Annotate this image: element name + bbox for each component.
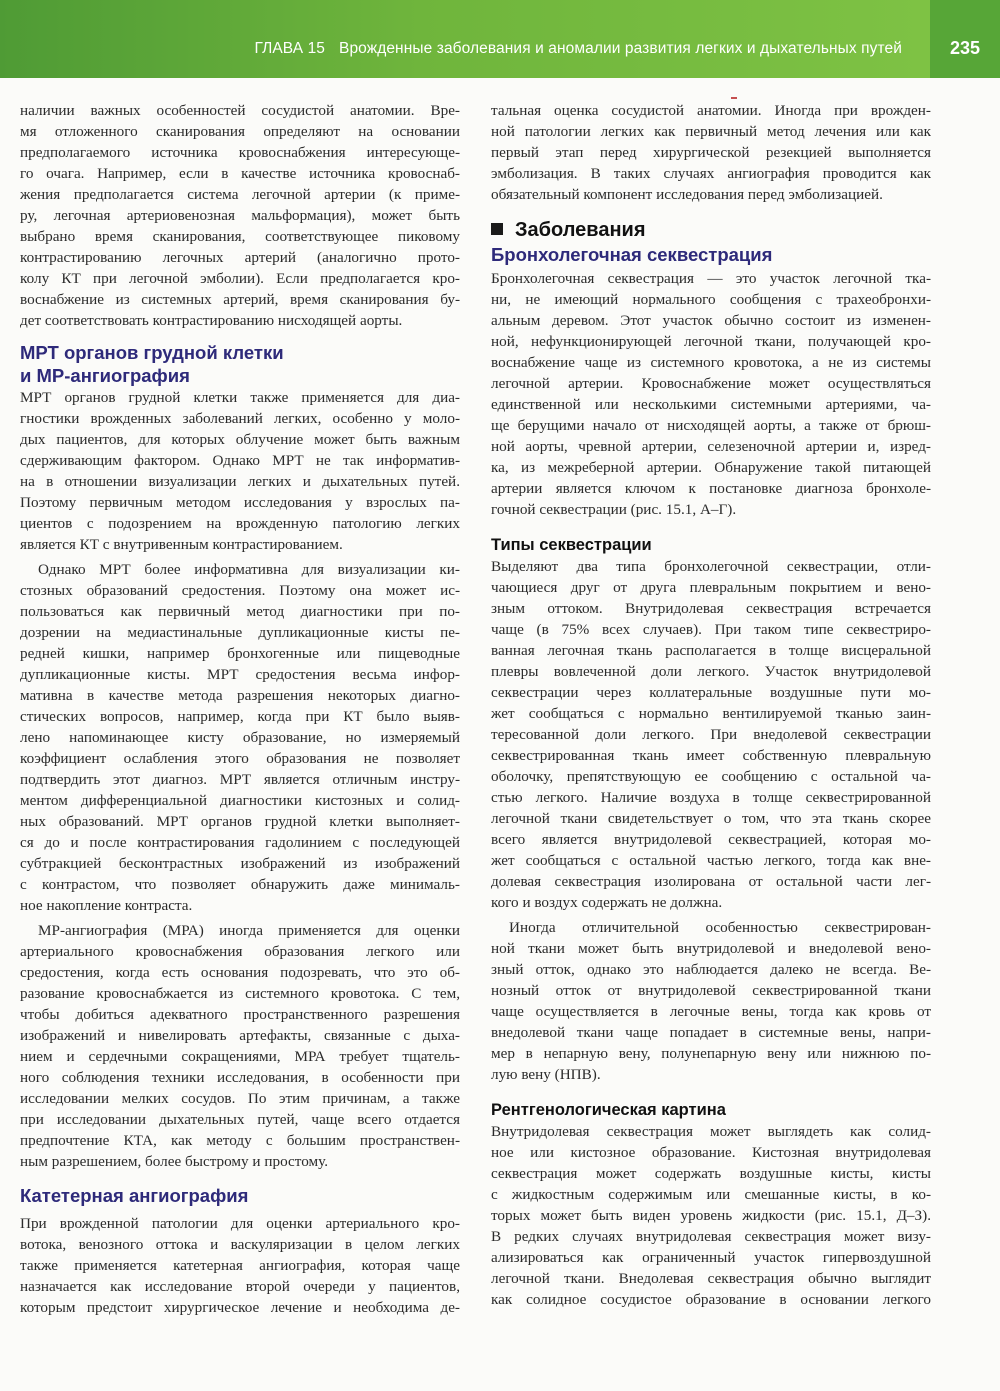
text-line: наличии важных особенностей сосудистой анатомии. Вре-: [20, 102, 460, 119]
text-line: ного соблюдения техники исследования, в особенности при: [20, 1069, 460, 1086]
text-line: артериального кровоснабжения образования легкого или: [20, 943, 460, 960]
text-line: с контрастом, что позволяет обнаружить даже минималь-: [20, 876, 460, 893]
text-line: Бронхолегочная секвестрация — это участок легочной тка-: [491, 270, 931, 287]
text-line: лую вену (НПВ).: [491, 1066, 601, 1083]
text-line: лено напоминающее кисту образование, но измеряемый: [20, 729, 460, 746]
text-line: Выделяют два типа бронхолегочной секвестрации, отли-: [491, 558, 931, 575]
text-line: субтракцией бесконтрастных изображений из изображений: [20, 855, 460, 872]
text-line: дозрении на медиастинальные дупликационные кисты пе-: [20, 624, 460, 641]
text-line: дупликационные кисты. МРТ средостения весьма инфор-: [20, 666, 460, 683]
text-line: нием и сердечными сокращениями, МРА требует тщатель-: [20, 1048, 460, 1065]
text-line: ся до и после контрастирования гадолинием с последующей: [20, 834, 460, 851]
text-line: ной, нефункционирующей легочной ткани, получающей кро-: [491, 333, 931, 350]
chapter-label: ГЛАВА 15: [254, 40, 326, 57]
text-line: плевры вовлеченной доли легкого. Участок внутридолевой: [491, 663, 931, 680]
text-line: вотока, венозного оттока и васкуляризации в целом легких: [20, 1236, 460, 1253]
subheading-types: Типы секвестрации: [491, 536, 652, 554]
right-column: [491, 100, 931, 1310]
square-bullet-icon: [491, 223, 503, 235]
text-line: ной аорты, чревной артерии, селезеночной артерии и, изред-: [491, 438, 931, 455]
text-line: гностики врожденных заболеваний легких, особенно у моло-: [20, 410, 460, 427]
paragraph: [20, 100, 460, 331]
text-line: при исследовании дыхательных путей, чаще всего отдается: [20, 1111, 460, 1128]
text-line: тересованной доли легкого. При внедолевой секвестрации: [491, 726, 931, 743]
text-line: изображений и нивелировать артефакты, связанные с дыха-: [20, 1027, 460, 1044]
text-line: В редких случаях внутридолевая секвестрация может визу-: [491, 1228, 931, 1245]
text-line: ще берущими начало от нисходящей аорты, а также от брюш-: [491, 417, 931, 434]
paragraph: [20, 920, 460, 1172]
text-line: чаще (в 75% всех случаев). При таком типе секвестриро-: [491, 621, 931, 638]
section-heading-sequestration: Бронхолегочная секвестрация: [491, 244, 773, 265]
text-line: средостения, когда есть основания подозревать, что это об-: [20, 964, 460, 981]
text-line: дет соответствовать контрастированию нисходящей аорты.: [20, 312, 403, 329]
text-line: стью легкого. Наличие воздуха в толще секвестрированной: [491, 789, 931, 806]
text-line: редней кишки, например бронхогенные или пищеводные: [20, 645, 460, 662]
stray-mark: [731, 97, 737, 99]
text-line: исследовании мелких сосудов. По этим причинам, а также: [20, 1090, 460, 1107]
section-heading-mri: [20, 341, 460, 387]
text-line: стозных образований средостения. Поэтому она может ис-: [20, 582, 460, 599]
left-column: [20, 100, 460, 1318]
text-line: Внутридолевая секвестрация может выглядеть как солид-: [491, 1123, 931, 1140]
text-line: секвестрации через коллатеральные воздушные пути мо-: [491, 684, 931, 701]
topic-heading-text: Заболевания: [515, 219, 646, 241]
text-line: секвестрированная ткань имеет собственную плевральную: [491, 747, 931, 764]
text-line: ных образований. МРТ органов грудной клетки выполняет-: [20, 813, 460, 830]
text-line: предпочтение КТА, как методу с большим пространствен-: [20, 1132, 460, 1149]
text-line: чаще осуществляется в легочные вены, тогда как кровь от: [491, 1003, 931, 1020]
paragraph: [491, 1121, 931, 1310]
text-line: выбрано время сканирования, соответствующее пиковому: [20, 228, 460, 245]
paragraph: [20, 1213, 460, 1318]
text-line: Иногда отличительной особенностью секвестрирован-: [509, 919, 931, 936]
text-line: легочной ткани свидетельствует о том, что эта ткань скорее: [491, 810, 931, 827]
text-line: ванная легочная ткань располагается в толще висцеральной: [491, 642, 931, 659]
running-header: [0, 40, 902, 58]
paragraph: [491, 100, 931, 205]
heading-line: и МР-ангиография: [20, 365, 190, 386]
section-heading-catheter: Катетерная ангиография: [20, 1185, 249, 1206]
heading-line: МРТ органов грудной клетки: [20, 342, 284, 363]
text-line: долевая секвестрация изолирована от остальной части лег-: [491, 873, 931, 890]
text-line: назначается как исследование второй очереди у пациентов,: [20, 1278, 460, 1295]
paragraph: [491, 917, 931, 1085]
text-line: колу КТ при легочной эмболии). Если предполагается кро-: [20, 270, 460, 287]
text-line: зным оттоком. Внутридолевая секвестрация встречается: [491, 600, 931, 617]
text-line: ным разрешением, более быстрому и простому.: [20, 1153, 328, 1170]
text-line: первый этап перед хирургической резекцией выполняется: [491, 144, 931, 161]
text-line: разование кровоснабжается из системного кровотока. С тем,: [20, 985, 460, 1002]
text-line: мя отложенного сканирования определяют на основании: [20, 123, 460, 140]
paragraph: [491, 268, 931, 520]
text-line: Поэтому первичным методом исследования у взрослых па-: [20, 494, 460, 511]
text-line: обязательный компонент исследования перед эмболизацией.: [491, 186, 883, 203]
text-line: тальная оценка сосудистой анатомии. Иногда при врожден-: [491, 102, 931, 119]
text-line: жет сообщаться с нормально вентилируемой тканью заин-: [491, 705, 931, 722]
text-line: чтобы добиться адекватного пространственного разрешения: [20, 1006, 460, 1023]
text-line: ное накопление контраста.: [20, 897, 193, 914]
text-line: го очага. Например, если в качестве источника кровоснаб-: [20, 165, 460, 182]
text-line: секвестрация может содержать воздушные кисты, кисты: [491, 1165, 931, 1182]
text-line: ное или кистозное образование. Кистозная внутридолевая: [491, 1144, 931, 1161]
text-line: всего является внутридолевой секвестрацией, которая мо-: [491, 831, 931, 848]
text-line: единственной или несколькими системными артериями, ча-: [491, 396, 931, 413]
text-line: жения предполагается система легочной артерии (к приме-: [20, 186, 460, 203]
text-line: кого и воздух содержать не должна.: [491, 894, 723, 911]
text-line: контрастированию легочных артерий (аналогично прото-: [20, 249, 460, 266]
text-line: гочной секвестрации (рис. 15.1, А–Г).: [491, 501, 737, 518]
text-line: является КТ с внутривенным контрастированием.: [20, 536, 343, 553]
text-line: которым предстоит хирургическое лечение и необходима де-: [20, 1299, 460, 1316]
text-line: мер в непарную вену, полунепарную вену или нижнюю по-: [491, 1045, 931, 1062]
paragraph: [491, 556, 931, 913]
text-line: МР-ангиография (МРА) иногда применяется для оценки: [38, 922, 460, 939]
topic-heading-diseases: [491, 217, 931, 243]
paragraph: [20, 559, 460, 916]
text-line: альным деревом. Этот участок обычно состоит из изменен-: [491, 312, 931, 329]
text-line: ализироваться как ограниченный участок гипервоздушной: [491, 1249, 931, 1266]
text-line: торых может быть виден уровень жидкости (рис. 15.1, Д–З).: [491, 1207, 931, 1224]
text-line: дых пациентов, для которых облучение может быть важным: [20, 431, 460, 448]
subheading-xray: Рентгенологическая картина: [491, 1101, 726, 1119]
text-line: артерии является ключом к постановке диагноза бронхоле-: [491, 480, 931, 497]
chapter-title: Врожденные заболевания и аномалии развития легких и дыхательных путей: [339, 40, 902, 57]
text-line: ру, легочная артериовенозная мальформация), может быть: [20, 207, 460, 224]
text-line: с жидкостным содержимым или смешанные кисты, в ко-: [491, 1186, 931, 1203]
text-line: жет сообщаться с остальной частью легкого, тогда как вне-: [491, 852, 931, 869]
text-line: Однако МРТ более информативна для визуализации ки-: [38, 561, 460, 578]
text-line: чающиеся друг от друга плевральным покрытием и вено-: [491, 579, 931, 596]
text-line: легочной артерии. Кровоснабжение может осуществляться: [491, 375, 931, 392]
header-bar: [0, 0, 930, 78]
text-line: как солидное сосудистое образование в основании легкого: [491, 1291, 931, 1308]
text-line: пользоваться как первичный метод диагностики при по-: [20, 603, 460, 620]
text-line: легочной ткани. Внедолевая секвестрация обычно выглядит: [491, 1270, 931, 1287]
page-number: 235: [949, 38, 981, 58]
text-line: стических вопросов, например, когда при КТ было выяв-: [20, 708, 460, 725]
text-line: циентов с подозрением на врожденную патологию легких: [20, 515, 460, 532]
text-line: коэффициент ослабления этого образования не позволяет: [20, 750, 460, 767]
text-line: зный отток, однако это наблюдается далеко не всегда. Ве-: [491, 961, 931, 978]
text-line: внедолевой ткани чаще попадает в системные вены, напри-: [491, 1024, 931, 1041]
text-line: ной патологии легких как первичный метод лечения или как: [491, 123, 931, 140]
text-line: подтвердить этот диагноз. МРТ является отличным инстру-: [20, 771, 460, 788]
text-line: нозный отток от внутридолевой секвестрированной ткани: [491, 982, 931, 999]
text-line: ной ткани может быть внутридолевой и внедолевой вено-: [491, 940, 931, 957]
paragraph: [20, 387, 460, 555]
text-line: также применяется катетерная ангиография, которая чаще: [20, 1257, 460, 1274]
text-line: ментом дифференциальной диагностики кистозных и солид-: [20, 792, 460, 809]
text-line: воснабжение чаще из системного кровотока, а не из системы: [491, 354, 931, 371]
text-line: сдерживающим фактором. Однако МРТ не так информатив-: [20, 452, 460, 469]
text-line: При врожденной патологии для оценки артериального кро-: [20, 1215, 460, 1232]
text-line: ни, не имеющий нормального сообщения с трахеобронхи-: [491, 291, 931, 308]
text-line: предполагаемого источника кровоснабжения интересующе-: [20, 144, 460, 161]
text-line: воснабжение из системных артерий, время сканирования бу-: [20, 291, 460, 308]
text-line: оболочку, препятствующую ее сообщению с остальной ча-: [491, 768, 931, 785]
text-line: МРТ органов грудной клетки также применяется для диа-: [20, 389, 460, 406]
text-line: на в отношении визуализации легких и дыхательных путей.: [20, 473, 460, 490]
text-line: ка, из межреберной артерии. Обнаружение такой питающей: [491, 459, 931, 476]
text-line: мативна в качестве метода разрешения некоторых диагно-: [20, 687, 460, 704]
text-line: эмболизация. В таких случаях ангиография проводится как: [491, 165, 931, 182]
